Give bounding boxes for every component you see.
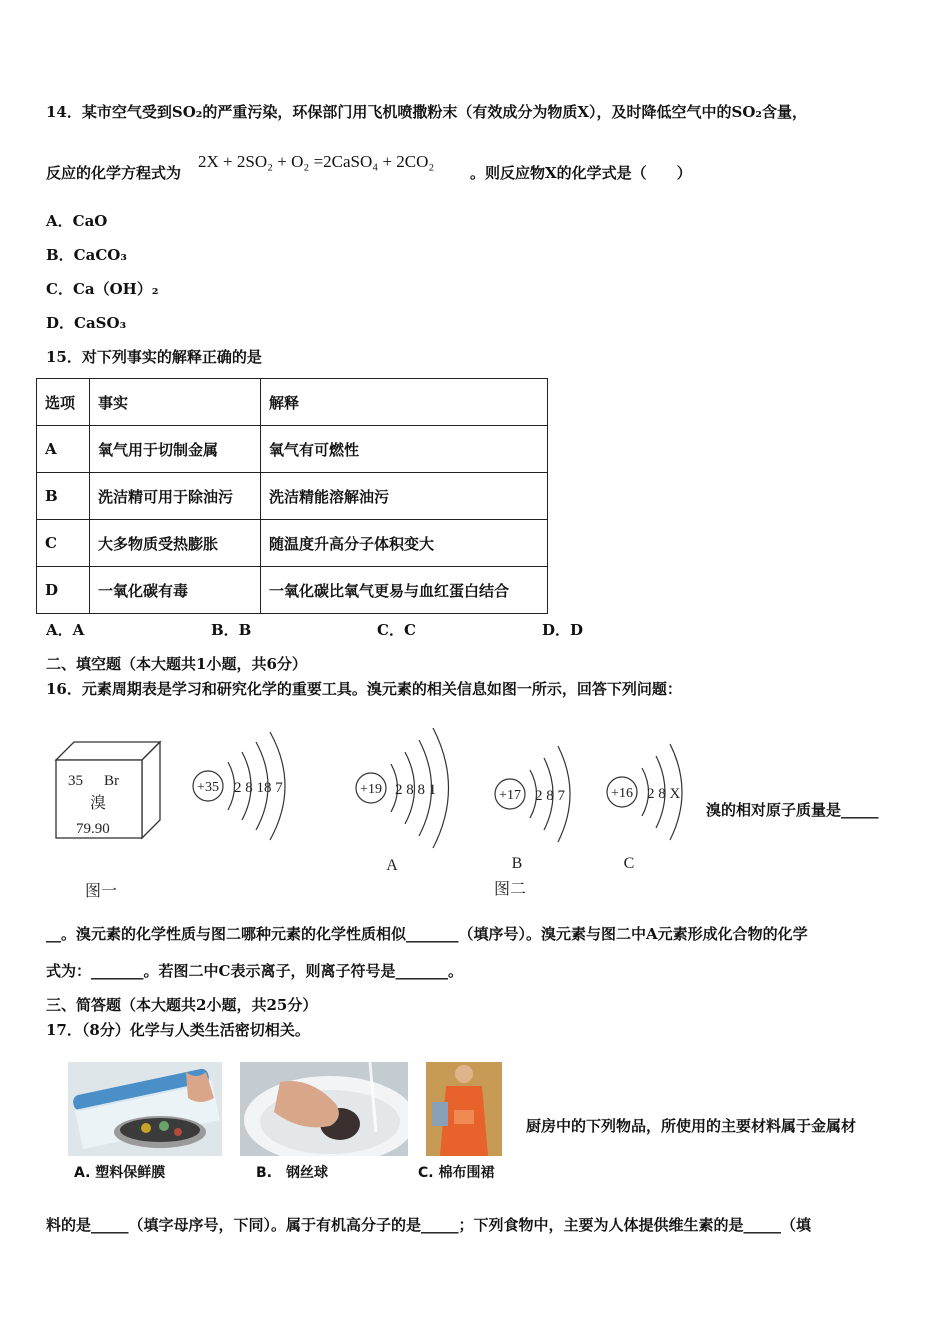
caption-b: B. 钢丝球: [256, 1165, 328, 1181]
electron-shells: 2 8 X: [647, 786, 681, 802]
element-name: 溴: [90, 795, 107, 812]
q17-stem: 17．（8分）化学与人类生活密切相关。: [46, 1021, 310, 1039]
q14-equation: 2X + 2SO₂ + O₂ =2CaSO₄ + 2CO₂: [198, 152, 435, 171]
table-cell: 一氧化碳有毒: [90, 567, 261, 614]
table-cell: 随温度升高分子体积变大: [261, 520, 548, 567]
q14-option-c: C．Ca（OH）₂: [46, 280, 159, 298]
electron-shells: 2 8 8 1: [395, 782, 437, 798]
atom-structure-b: [495, 746, 570, 872]
cotton-apron-image: [426, 1062, 502, 1156]
table-row: [37, 426, 548, 473]
element-mass: 79.90: [76, 821, 110, 837]
photo-steel-wool: [240, 1062, 408, 1156]
photo-plastic-wrap: [68, 1062, 222, 1156]
atom-label-c: C: [623, 855, 635, 872]
atom-structure-c: [607, 744, 682, 872]
table-cell: 洗洁精可用于除油污: [90, 473, 261, 520]
q15-option-c: C．C: [377, 621, 416, 639]
table-cell: B: [37, 473, 90, 520]
table-row: [37, 567, 548, 614]
q15-option-a: A．A: [46, 621, 85, 639]
q16-side-text: 溴的相对原子质量是_____: [706, 801, 879, 819]
table-cell: D: [37, 567, 90, 614]
steel-wool-image: [240, 1062, 408, 1156]
nucleus-charge: +19: [360, 782, 382, 797]
q15-stem: 15．对下列事实的解释正确的是: [46, 348, 262, 366]
electron-shells: 2 8 7: [535, 788, 565, 804]
figure-2-label: 图二: [494, 881, 527, 898]
figure-1-label: 图一: [85, 883, 118, 900]
q14-option-d: D．CaSO₃: [46, 314, 127, 332]
table-cell: 氧气有可燃性: [261, 426, 548, 473]
nucleus-charge: +17: [499, 788, 521, 803]
q16-figure: [40, 728, 710, 908]
table-cell: 一氧化碳比氧气更易与血红蛋白结合: [261, 567, 548, 614]
q14-stem-line2-prefix: 反应的化学方程式为: [46, 164, 182, 182]
table-header-cell: 选项: [37, 379, 90, 426]
table-cell: 大多物质受热膨胀: [90, 520, 261, 567]
photo-cotton-apron: [426, 1062, 502, 1156]
caption-a: A. 塑料保鲜膜: [74, 1165, 166, 1181]
q14-stem-line1: 14．某市空气受到SO₂的严重污染，环保部门用飞机喷撒粉末（有效成分为物质X），及时降低空气中的SO₂含量，: [46, 103, 807, 121]
q15-option-b: B．B: [211, 621, 252, 639]
table-cell: A: [37, 426, 90, 473]
nucleus-charge: +35: [197, 780, 219, 795]
q17-line2: 料的是_____（填字母序号，下同）。属于有机高分子的是_____；下列食物中，主要为人体提供维生素的是_____（填: [46, 1216, 812, 1234]
table-row: [37, 473, 548, 520]
element-symbol: Br: [104, 773, 119, 789]
q17-side-text: 厨房中的下列物品，所使用的主要材料属于金属材: [526, 1117, 857, 1135]
plastic-wrap-image: [68, 1062, 222, 1156]
table-header-cell: 事实: [90, 379, 261, 426]
atom-structure-a: [356, 728, 449, 874]
table-cell: 氧气用于切制金属: [90, 426, 261, 473]
q16-stem: 16．元素周期表是学习和研究化学的重要工具。溴元素的相关信息如图一所示，回答下列问题：: [46, 680, 682, 698]
q15-option-d: D．D: [542, 621, 584, 639]
section-3-heading: 三、简答题（本大题共2小题，共25分）: [46, 996, 318, 1014]
table-row: [37, 520, 548, 567]
atom-structure-br: [193, 732, 285, 840]
q16-line2: __。溴元素的化学性质与图二哪种元素的化学性质相似_______（填序号）。溴元素与图二中A元素形成化合物的化学: [46, 925, 808, 943]
table-cell: C: [37, 520, 90, 567]
q14-option-a: A．CaO: [46, 212, 108, 230]
nucleus-charge: +16: [611, 786, 633, 801]
element-cell-cube: [56, 742, 160, 838]
element-number: 35: [68, 773, 83, 789]
table-cell: 洗洁精能溶解油污: [261, 473, 548, 520]
atom-label-a: A: [386, 857, 398, 874]
caption-c: C. 棉布围裙: [418, 1165, 495, 1181]
table-header-cell: 解释: [261, 379, 548, 426]
table-header-row: [37, 379, 548, 426]
q15-table: [36, 378, 548, 614]
electron-shells: 2 8 18 7: [234, 780, 283, 796]
q14-stem-line2-suffix: 。则反应物X的化学式是（ ）: [470, 164, 692, 182]
atom-label-b: B: [511, 855, 523, 872]
q16-line3: 式为：_______。若图二中C表示离子，则离子符号是_______。: [46, 962, 463, 980]
section-2-heading: 二、填空题（本大题共1小题，共6分）: [46, 655, 307, 673]
q14-option-b: B．CaCO₃: [46, 246, 127, 264]
